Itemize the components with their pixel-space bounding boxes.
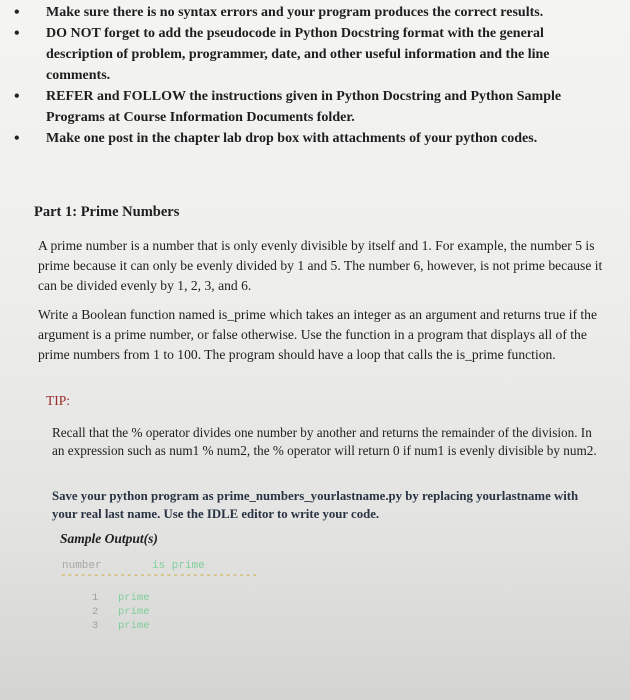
task-paragraph: Write a Boolean function named is_prime which takes an integer as an argument and returns true if the argument is a prime number, or false otherwise. Use the function in a program that displays all of the prime numbers from 1 to 100. The program should have a loop that calls the is_prime function. xyxy=(38,307,598,362)
prime-definition-paragraph: A prime number is a number that is only evenly divisible by itself and 1. For example, the number 5 is prime because it can only be evenly divided by 1 and 5. The number 6, however, is not prime because it can be divided evenly by 1, 2, 3, and 6. xyxy=(38,238,603,293)
bullet-icon: • xyxy=(14,130,20,147)
section-heading: Part 1: Prime Numbers xyxy=(34,204,180,220)
instruction-text: Make sure there is no syntax errors and your program produces the correct results. xyxy=(46,5,544,20)
bullet-icon: • xyxy=(14,25,20,42)
instruction-text: Make one post in the chapter lab drop box with attachments of your python codes. xyxy=(46,131,538,146)
output-row-status: prime xyxy=(118,606,150,618)
instruction-text: REFER and FOLLOW the instructions given in Python Docstring and Python Sample Programs at Course Information Documents folder. xyxy=(46,89,562,125)
output-row-status: prime xyxy=(118,592,150,604)
instruction-item xyxy=(0,2,630,23)
sample-output-title: Sample Output(s) xyxy=(60,531,158,546)
output-row-number: 2 xyxy=(92,606,99,618)
save-instructions: Save your python program as prime_numbers_yourlastname.py by replacing yourlastname with your real last name. Use the IDLE editor to write your code. xyxy=(52,489,579,521)
output-row-status: prime xyxy=(118,620,150,632)
output-header-number: number xyxy=(62,560,102,572)
instruction-text: DO NOT forget to add the pseudocode in Python Docstring format with the general description of problem, programmer, date, and other useful information and the line comments. xyxy=(46,26,550,83)
instruction-item xyxy=(0,23,630,86)
output-row-number: 1 xyxy=(92,592,99,604)
output-row-number: 3 xyxy=(92,620,99,632)
tip-label: TIP: xyxy=(46,393,71,408)
bullet-icon: • xyxy=(14,88,20,105)
instruction-list xyxy=(0,2,630,149)
instruction-item xyxy=(0,128,630,149)
tip-paragraph: Recall that the % operator divides one number by another and returns the remainder of the division. In an expression such as num1 % num2, the % operator will return 0 if num1 is evenly divisible by num2. xyxy=(52,425,597,458)
output-header-prime: is prime xyxy=(152,560,205,572)
bullet-icon: • xyxy=(14,4,20,21)
instruction-item xyxy=(0,86,630,128)
output-separator: ------------------------------ xyxy=(60,570,259,582)
